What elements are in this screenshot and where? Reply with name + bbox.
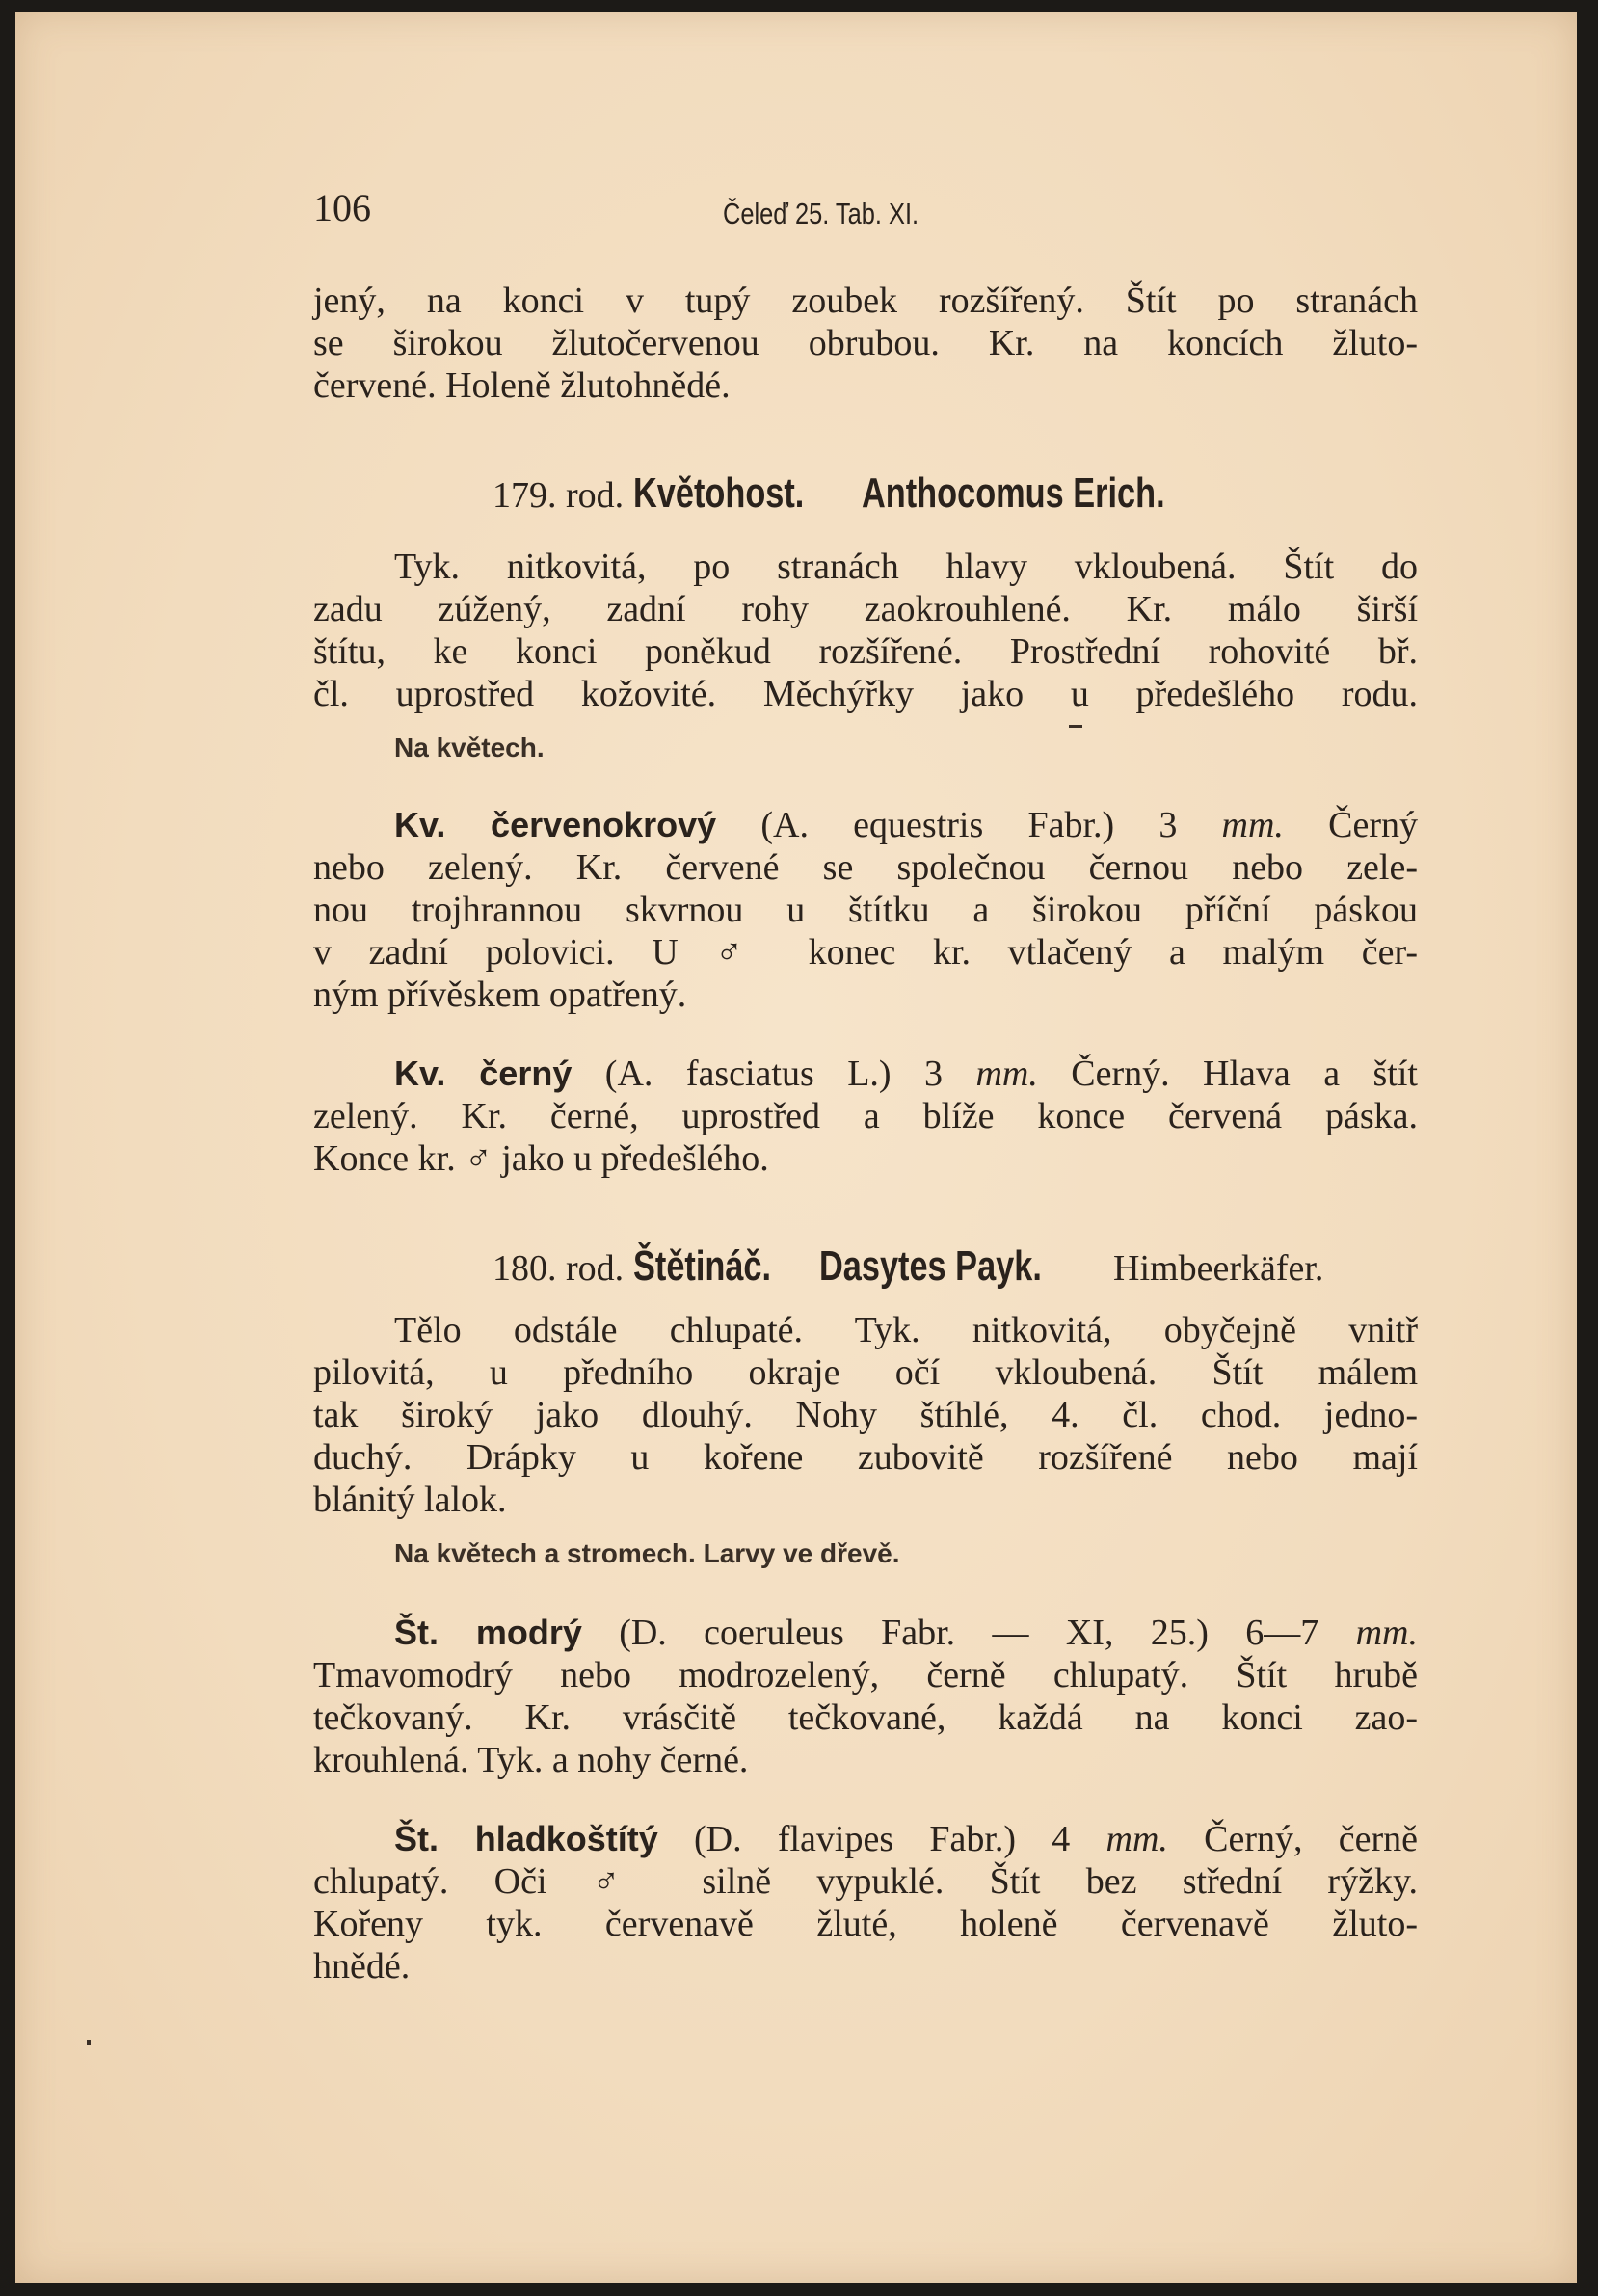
- continuation-paragraph: [313, 280, 1418, 407]
- text-line: pilovitá, u předního okraje očí vkloubená. Štít málem: [313, 1352, 1418, 1393]
- text-line: Tyk. nitkovitá, po stranách hlavy vkloubená. Štít do: [394, 547, 1418, 587]
- text-line: zelený. Kr. černé, uprostřed a blíže konce červená páska.: [313, 1096, 1418, 1136]
- species-text: (A. equestris Fabr.) 3 mm. Černý: [716, 805, 1418, 845]
- page-number: 106: [313, 186, 371, 229]
- habitat-note: Na květech.: [394, 733, 545, 762]
- species-text: (D. coeruleus Fabr. — XI, 25.) 6—7 mm.: [581, 1613, 1418, 1653]
- text-line: červené. Holeně žlutohnědé.: [313, 365, 731, 406]
- species-text: (A. fasciatus L.) 3 mm. Černý. Hlava a štít: [572, 1054, 1418, 1094]
- text-line: zadu zúžený, zadní rohy zaokrouhlené. Kr. málo širší: [313, 589, 1418, 629]
- text-line: tak široký jako dlouhý. Nohy štíhlé, 4. čl. chod. jedno-: [313, 1395, 1418, 1435]
- print-speck: [87, 2040, 91, 2045]
- habitat-note: Na květech a stromech. Larvy ve dřevě.: [394, 1538, 900, 1568]
- text-line: nou trojhrannou skvrnou u štítku a širokou příční páskou: [313, 890, 1418, 930]
- species-name: Kv. černý: [394, 1054, 573, 1093]
- unit-mm: mm.: [1105, 1819, 1168, 1859]
- genus-description-180: [313, 1309, 1418, 1521]
- text-line: Tělo odstále chlupaté. Tyk. nitkovitá, obyčejně vnitř: [394, 1310, 1418, 1350]
- genus-number: 180. rod.: [493, 1248, 625, 1289]
- text-line: duchý. Drápky u kořene zubovitě rozšířené nebo mají: [313, 1437, 1418, 1478]
- text-line: krouhlená. Tyk. a nohy černé.: [313, 1740, 749, 1780]
- text-line: [313, 1818, 1418, 1860]
- text-line: čl. uprostřed kožovité. Měchýřky jako u předešlého rodu.: [313, 674, 1418, 714]
- genus-latin-name: Dasytes Payk.: [818, 1242, 1042, 1290]
- unit-mm: mm.: [975, 1054, 1038, 1094]
- print-speck: [1069, 725, 1082, 728]
- running-head: Čeleď 25. Tab. XI.: [723, 197, 919, 230]
- text-line: [313, 804, 1418, 846]
- text-line: jený, na konci v tupý zoubek rozšířený. Štít po stranách: [313, 280, 1418, 321]
- text-line: v zadní polovici. U ♂ konec kr. vtlačený a malým čer-: [313, 932, 1418, 973]
- species-name: Št. hladkoštítý: [394, 1819, 658, 1858]
- text-line: chlupatý. Oči ♂ silně vypuklé. Štít bez střední rýžky.: [313, 1861, 1418, 1902]
- text-line: Tmavomodrý nebo modrozelený, černě chlupatý. Štít hrubě: [313, 1655, 1418, 1695]
- genus-heading-180: [313, 1238, 1418, 1295]
- text-line: štítu, ke konci poněkud rozšířené. Prostřední rohovité bř.: [313, 631, 1418, 672]
- text-line: [313, 1612, 1418, 1654]
- species-name: Št. modrý: [394, 1613, 582, 1652]
- species-entry: [313, 804, 1418, 1016]
- page-header: [313, 185, 1418, 243]
- genus-description-179: [313, 546, 1418, 715]
- genus-german-name: Himbeerkäfer.: [1113, 1248, 1324, 1289]
- text-line: Kořeny tyk. červenavě žluté, holeně červenavě žluto-: [313, 1904, 1418, 1944]
- genus-latin-name: Anthocomus Erich.: [861, 469, 1165, 517]
- unit-mm: mm.: [1221, 805, 1284, 845]
- book-page: [15, 12, 1577, 2283]
- text-line: se širokou žlutočervenou obrubou. Kr. na koncích žluto-: [313, 323, 1418, 363]
- text-line: hnědé.: [313, 1946, 411, 1987]
- text-line: ným přívěskem opatřený.: [313, 974, 687, 1015]
- text-line: nebo zelený. Kr. červené se společnou černou nebo zele-: [313, 847, 1418, 888]
- text-line: tečkovaný. Kr. vrásčitě tečkované, každá na konci zao-: [313, 1697, 1418, 1738]
- genus-number: 179. rod.: [493, 475, 625, 516]
- unit-mm: mm.: [1355, 1613, 1418, 1653]
- genus-heading-179: [313, 465, 1418, 522]
- genus-czech-name: Květohost.: [632, 469, 804, 517]
- species-name: Kv. červenokrový: [394, 805, 717, 844]
- species-entry: [313, 1612, 1418, 1781]
- genus-czech-name: Štětináč.: [632, 1242, 771, 1290]
- species-entry: [313, 1818, 1418, 1988]
- text-line: blánitý lalok.: [313, 1480, 507, 1520]
- species-text: (D. flavipes Fabr.) 4 mm. Černý, černě: [657, 1819, 1418, 1859]
- species-entry: [313, 1053, 1418, 1180]
- text-line: Konce kr. ♂ jako u předešlého.: [313, 1138, 769, 1179]
- text-line: [313, 1053, 1418, 1095]
